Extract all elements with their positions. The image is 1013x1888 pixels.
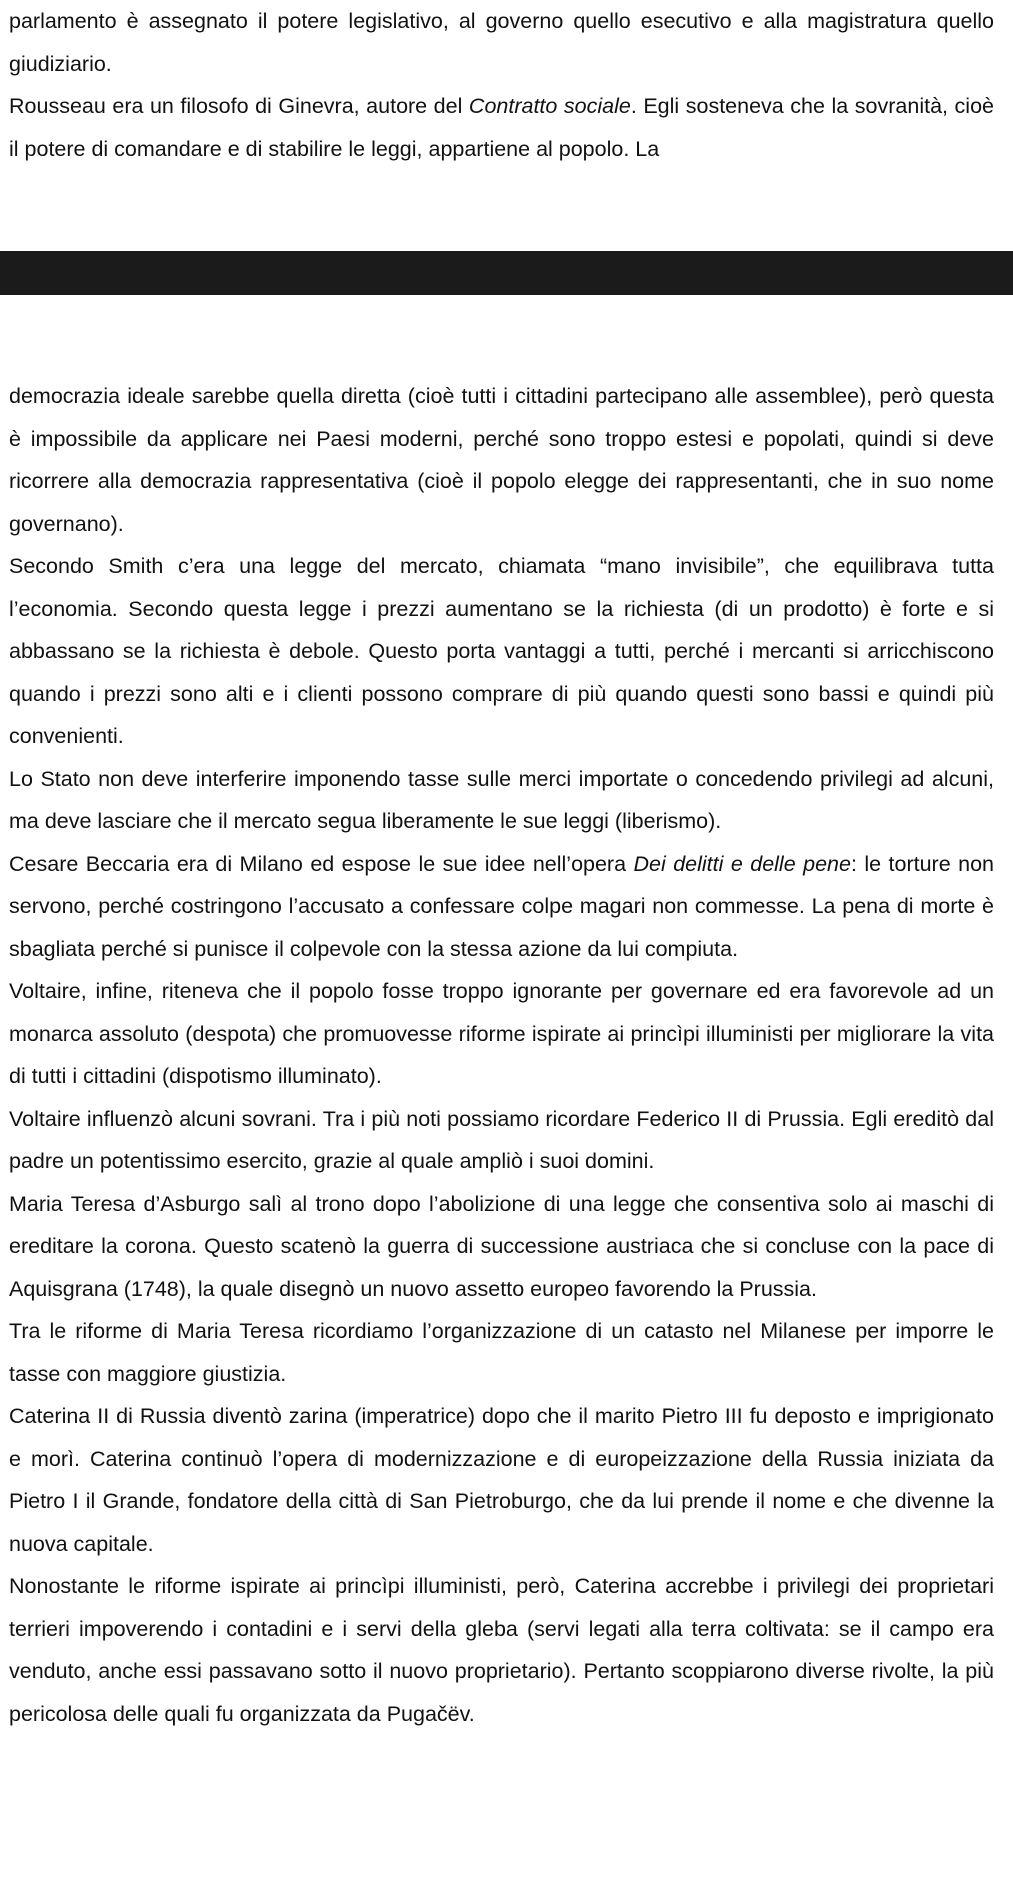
rousseau-text-start: Rousseau era un filosofo di Ginevra, autore del — [9, 94, 469, 118]
paragraph-democrazia: democrazia ideale sarebbe quella diretta (cioè tutti i cittadini partecipano alle assemblee), però questa è impossibile da applicare nei Paesi moderni, perché sono troppo estesi e popolati, quindi si deve ricorrere alla democrazia rappresentativa (cioè il popolo elegge dei rappresentanti, che in suo nome governano). — [9, 384, 994, 536]
paragraph-caterina: Caterina II di Russia diventò zarina (imperatrice) dopo che il marito Pietro III fu deposto e imprigionato e morì. Caterina continuò l’opera di modernizzazione e di europeizzazione della Russia iniziata da Pietro I il Grande, fondatore della città di San Pietroburgo, che da lui prende il nome e che divenne la nuova capitale. — [9, 1404, 994, 1556]
paragraph-rousseau — [9, 85, 994, 170]
paragraph-stato: Lo Stato non deve interferire imponendo tasse sulle merci importate o concedendo privilegi ad alcuni, ma deve lasciare che il mercato segua liberamente le sue leggi (liberismo). — [9, 766, 994, 833]
document-main-section — [9, 375, 994, 1735]
beccaria-text-start: Cesare Beccaria era di Milano ed espose le sue idee nell’opera — [9, 851, 634, 876]
book-title-contratto-sociale: Contratto sociale — [468, 94, 631, 118]
paragraph-voltaire: Voltaire, infine, riteneva che il popolo fosse troppo ignorante per governare ed era favorevole ad un monarca assoluto (despota) che promuovesse riforme ispirate ai princìpi illuministi per migliorare la vita di tutti i cittadini (dispotismo illuminato). — [9, 979, 994, 1088]
paragraph-riforme-maria-teresa: Tra le riforme di Maria Teresa ricordiamo l’organizzazione di un catasto nel Milanese per imporre le tasse con maggiore giustizia. — [9, 1319, 994, 1386]
paragraph-rivolte: Nonostante le riforme ispirate ai princìpi illuministi, però, Caterina accrebbe i privilegi dei proprietari terrieri impoverendo i contadini e i servi della gleba (servi legati alla terra coltivata: se il campo era venduto, anche essi passavano sotto il nuovo proprietario). Pertanto scoppiarono diverse rivolte, la più pericolosa delle quali fu organizzata da Pugačëv. — [9, 1574, 994, 1726]
paragraph-parlamento: parlamento è assegnato il potere legislativo, al governo quello esecutivo e alla magistratura quello giudiziario. — [9, 9, 994, 76]
paragraph-federico: Voltaire influenzò alcuni sovrani. Tra i più noti possiamo ricordare Federico II di Prussia. Egli ereditò dal padre un potentissimo esercito, grazie al quale ampliò i suoi domini. — [9, 1106, 994, 1173]
book-title-dei-delitti: Dei delitti e delle pene — [633, 851, 851, 876]
paragraph-beccaria — [9, 843, 994, 971]
document-top-section — [9, 0, 994, 170]
rousseau-text-end: . Egli sosteneva che la sovranità, cioè il potere di comandare e di stabilire le leggi, appartiene al popolo. La — [9, 94, 994, 161]
paragraph-maria-teresa: Maria Teresa d’Asburgo salì al trono dopo l’abolizione di una legge che consentiva solo ai maschi di ereditare la corona. Questo scatenò la guerra di successione austriaca che si concluse con la pace di Aquisgrana (1748), la quale disegnò un nuovo assetto europeo favorendo la Prussia. — [9, 1191, 994, 1301]
beccaria-text-end: : le torture non servono, perché costringono l’accusato a confessare colpe magari non commesse. La pena di morte è sbagliata perché si punisce il colpevole con la stessa azione da lui compiuta. — [9, 851, 994, 961]
paragraph-smith: Secondo Smith c’era una legge del mercato, chiamata “mano invisibile”, che equilibrava tutta l’economia. Secondo questa legge i prezzi aumentano se la richiesta (di un prodotto) è forte e si abbassano se la richiesta è debole. Questo porta vantaggi a tutti, perché i mercanti si arricchiscono quando i prezzi sono alti e i clienti possono comprare di più quando questi sono bassi e quindi più convenienti. — [9, 554, 994, 748]
redaction-bar — [0, 251, 1013, 295]
